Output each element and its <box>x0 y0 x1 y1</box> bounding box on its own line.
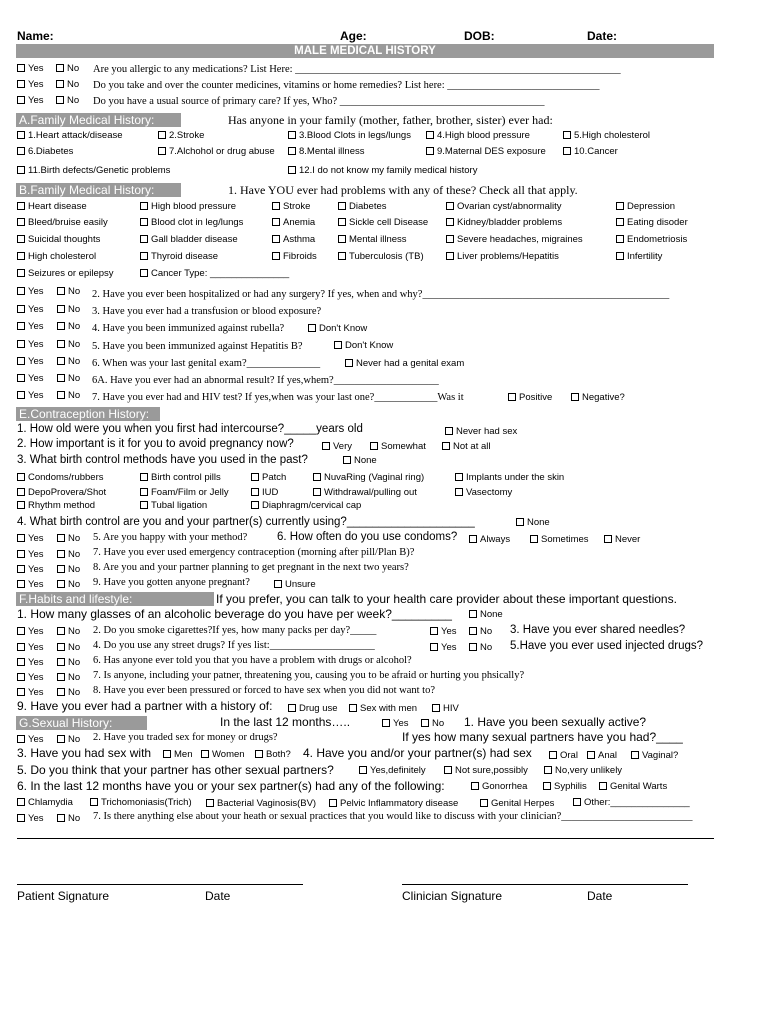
family-item[interactable]: 11.Birth defects/Genetic problems <box>17 165 170 176</box>
section-b-title: B.Family Medical History: <box>16 183 181 197</box>
no-checkbox[interactable]: No <box>57 564 80 575</box>
form-title: MALE MEDICAL HISTORY <box>294 45 436 57</box>
yes-checkbox[interactable]: Yes <box>17 657 44 668</box>
clinician-signature-line[interactable] <box>402 884 688 885</box>
no-checkbox[interactable]: No <box>57 339 80 350</box>
question-anything-else: 7. Is there anything else about your heath or sexual practices that you would like to discuss with your clinician?_________________________ <box>93 811 693 822</box>
yes-checkbox[interactable]: Yes <box>17 356 44 367</box>
no-checkbox[interactable]: No <box>57 356 80 367</box>
yes-checkbox[interactable]: Yes <box>17 642 44 653</box>
yes-definitely-checkbox[interactable]: Yes,definitely <box>359 765 426 776</box>
never-had-sex-checkbox[interactable]: Never had sex <box>445 426 517 437</box>
no-checkbox[interactable]: No <box>57 321 80 332</box>
question-first-intercourse: 1. How old were you when you first had intercourse?_____years old <box>17 423 363 435</box>
positive-checkbox[interactable]: Positive <box>508 392 552 403</box>
no-checkbox[interactable]: No <box>421 718 444 729</box>
question-alcohol: 1. How many glasses of an alcoholic beverage do you have per week?_________ <box>17 607 452 621</box>
syphilis-checkbox[interactable]: Syphilis <box>543 781 587 792</box>
yes-checkbox[interactable]: Yes <box>17 304 44 315</box>
yes-checkbox[interactable]: Yes <box>17 549 44 560</box>
method-item[interactable]: Withdrawal/pulling out <box>313 487 417 498</box>
yes-checkbox[interactable]: Yes <box>17 390 44 401</box>
section-a-question: Has anyone in your family (mother, father, brother, sister) ever had: <box>228 113 553 127</box>
never-checkbox[interactable]: Never <box>604 534 640 545</box>
question-hepatitis: 5. Have you been immunized against Hepatitis B? <box>92 341 303 352</box>
condition-item[interactable]: Severe headaches, migraines <box>446 234 583 245</box>
family-item[interactable]: 7.Alchohol or drug abuse <box>158 146 275 157</box>
no-checkbox[interactable]: No <box>57 813 80 824</box>
yes-checkbox[interactable]: Yes <box>17 687 44 698</box>
question-sex-with: 3. Have you had sex with <box>17 746 152 760</box>
last-12-months-label: In the last 12 months….. <box>220 715 351 729</box>
question-shared-needles: 3. Have you ever shared needles? <box>510 624 686 636</box>
name-label: Name: <box>17 29 54 43</box>
question-otc: Do you take and over the counter medicines, vitamins or home remedies? List here: _____________________________ <box>93 80 600 91</box>
condition-item[interactable]: Seizures or epilepsy <box>17 268 114 279</box>
question-abnormal-result: 6A. Have you ever had an abnormal result? If yes,whem?____________________ <box>92 375 439 386</box>
question-current-method: 4. What birth control are you and your partner(s) currently using?____________________ <box>17 516 475 528</box>
question-sex-type: 4. Have you and/or your partner(s) had sex <box>303 746 532 760</box>
patient-signature-label: Patient Signature <box>17 889 110 903</box>
method-item[interactable]: Diaphragm/cervical cap <box>251 500 361 511</box>
question-pressured-sex: 8. Have you ever been pressured or forced to have sex when you did not want to? <box>93 685 436 696</box>
yes-checkbox[interactable]: Yes <box>17 79 44 90</box>
sometimes-checkbox[interactable]: Sometimes <box>530 534 589 545</box>
bv-checkbox[interactable]: Bacterial Vaginosis(BV) <box>206 798 316 809</box>
condition-item[interactable]: Asthma <box>272 234 315 245</box>
hiv-checkbox[interactable]: HIV <box>432 703 459 714</box>
question-planning-pregnancy: 8. Are you and your partner planning to get pregnant in the next two years? <box>93 562 409 573</box>
section-b-question: 1. Have YOU ever had problems with any of these? Check all that apply. <box>228 183 578 197</box>
yes-checkbox[interactable]: Yes <box>17 286 44 297</box>
no-checkbox[interactable]: No <box>57 549 80 560</box>
yes-checkbox[interactable]: Yes <box>17 734 44 745</box>
method-item[interactable]: Rhythm method <box>17 500 95 511</box>
somewhat-checkbox[interactable]: Somewhat <box>370 441 426 452</box>
question-emergency-contraception: 7. Have you ever used emergency contraception (morning after pill/Plan B)? <box>93 547 415 558</box>
condition-item[interactable]: Cancer Type: _______________ <box>140 268 289 279</box>
date-label: Date: <box>587 29 618 43</box>
question-injected-drugs: 5.Have you ever used injected drugs? <box>510 640 704 652</box>
clinician-date-label: Date <box>587 889 613 903</box>
no-checkbox[interactable]: No <box>57 626 80 637</box>
vaginal-checkbox[interactable]: Vaginal? <box>631 750 678 761</box>
method-item[interactable]: Condoms/rubbers <box>17 472 104 483</box>
method-item[interactable]: IUD <box>251 487 278 498</box>
condition-item[interactable]: Blood clot in leg/lungs <box>140 217 243 228</box>
question-partner-count: If yes how many sexual partners have you had?____ <box>402 730 683 744</box>
condition-item[interactable]: Diabetes <box>338 201 387 212</box>
question-traded-sex: 2. Have you traded sex for money or drugs? <box>93 732 278 743</box>
genital-herpes-checkbox[interactable]: Genital Herpes <box>480 798 554 809</box>
no-checkbox[interactable]: No <box>57 642 80 653</box>
family-item[interactable]: 1.Heart attack/disease <box>17 130 123 141</box>
question-hiv-test: 7. Have you ever had and HIV test? If yes,when was your last one?____________Was it <box>92 392 464 403</box>
never-genital-exam-checkbox[interactable]: Never had a genital exam <box>345 358 464 369</box>
genital-warts-checkbox[interactable]: Genital Warts <box>599 781 667 792</box>
condition-item[interactable]: High cholesterol <box>17 251 96 262</box>
men-checkbox[interactable]: Men <box>163 749 192 760</box>
condition-item[interactable]: Depression <box>616 201 675 212</box>
no-checkbox[interactable]: No <box>57 533 80 544</box>
family-item[interactable]: 6.Diabetes <box>17 146 73 157</box>
age-label: Age: <box>340 29 367 43</box>
method-item[interactable]: NuvaRing (Vaginal ring) <box>313 472 424 483</box>
question-rubella: 4. Have you been immunized against rubella? <box>92 323 285 334</box>
question-partner-history: 9. Have you ever had a partner with a history of: <box>17 699 273 713</box>
not-sure-checkbox[interactable]: Not sure,possibly <box>444 765 528 776</box>
no-checkbox[interactable]: No <box>56 63 79 74</box>
patient-date-label: Date <box>205 889 231 903</box>
yes-checkbox[interactable]: Yes <box>17 813 44 824</box>
yes-checkbox[interactable]: Yes <box>17 579 44 590</box>
other-checkbox[interactable]: Other:_______________ <box>573 797 690 808</box>
yes-checkbox[interactable]: Yes <box>17 321 44 332</box>
drug-use-checkbox[interactable]: Drug use <box>288 703 338 714</box>
method-item[interactable]: Birth control pills <box>140 472 221 483</box>
question-transfusion: 3. Have you ever had a transfusion or blood exposure? <box>92 306 322 317</box>
question-drug-problem: 6. Has anyone ever told you that you have a problem with drugs or alcohol? <box>93 655 412 666</box>
method-item[interactable]: Vasectomy <box>455 487 512 498</box>
section-g-title: G.Sexual History: <box>16 716 147 730</box>
none-checkbox[interactable]: None <box>343 455 377 466</box>
yes-checkbox[interactable]: Yes <box>17 626 44 637</box>
no-checkbox[interactable]: No <box>56 95 79 106</box>
condition-item[interactable]: Heart disease <box>17 201 87 212</box>
patient-signature-line[interactable] <box>17 884 303 885</box>
family-item[interactable]: 9.Maternal DES exposure <box>426 146 546 157</box>
yes-checkbox[interactable]: Yes <box>17 533 44 544</box>
method-item[interactable]: Patch <box>251 472 286 483</box>
both-checkbox[interactable]: Both? <box>255 749 291 760</box>
yes-checkbox[interactable]: Yes <box>17 373 44 384</box>
method-item[interactable]: DepoProvera/Shot <box>17 487 106 498</box>
condition-item[interactable]: Tuberculosis (TB) <box>338 251 424 262</box>
dont-know-checkbox[interactable]: Don't Know <box>308 323 367 334</box>
method-item[interactable]: Tubal ligation <box>140 500 207 511</box>
question-past-methods: 3. What birth control methods have you used in the past? <box>17 454 308 466</box>
unsure-checkbox[interactable]: Unsure <box>274 579 316 590</box>
none-checkbox[interactable]: None <box>516 517 550 528</box>
yes-checkbox[interactable]: Yes <box>17 672 44 683</box>
no-checkbox[interactable]: No <box>469 642 492 653</box>
method-item[interactable]: Implants under the skin <box>455 472 564 483</box>
question-partner-other-partners: 5. Do you think that your partner has other sexual partners? <box>17 763 334 777</box>
no-checkbox[interactable]: No <box>57 657 80 668</box>
family-item[interactable]: 5.High cholesterol <box>563 130 650 141</box>
no-checkbox[interactable]: No <box>57 286 80 297</box>
section-e-title: E.Contraception History: <box>16 407 160 421</box>
condition-item[interactable]: Stroke <box>272 201 310 212</box>
question-cigarettes: 2. Do you smoke cigarettes?If yes, how many packs per day?_____ <box>93 625 377 636</box>
question-gotten-pregnant: 9. Have you gotten anyone pregnant? <box>93 577 250 588</box>
no-unlikely-checkbox[interactable]: No,very unlikely <box>544 765 622 776</box>
yes-checkbox[interactable]: Yes <box>17 339 44 350</box>
yes-checkbox[interactable]: Yes <box>382 718 409 729</box>
question-threatened: 7. Is anyone, including your patner, threatening you, causing you to be afraid or hurting you phsically? <box>93 670 525 681</box>
no-checkbox[interactable]: No <box>57 579 80 590</box>
condition-item[interactable]: Infertility <box>616 251 662 262</box>
yes-checkbox[interactable]: Yes <box>17 564 44 575</box>
very-checkbox[interactable]: Very <box>322 441 352 452</box>
family-item[interactable]: 8.Mental illness <box>288 146 364 157</box>
chlamydia-checkbox[interactable]: Chlamydia <box>17 797 73 808</box>
condition-item[interactable]: Mental illness <box>338 234 407 245</box>
family-item[interactable]: 4.High blood pressure <box>426 130 530 141</box>
section-a-title: A.Family Medical History: <box>16 113 181 127</box>
condition-item[interactable]: High blood pressure <box>140 201 236 212</box>
women-checkbox[interactable]: Women <box>201 749 245 760</box>
family-item[interactable]: 2.Stroke <box>158 130 204 141</box>
dob-label: DOB: <box>464 29 495 43</box>
trich-checkbox[interactable]: Trichomoniasis(Trich) <box>90 797 192 808</box>
section-f-title: F.Habits and lifestyle: <box>16 592 214 606</box>
question-condom-frequency: 6. How often do you use condoms? <box>277 531 458 543</box>
not-at-all-checkbox[interactable]: Not at all <box>442 441 491 452</box>
no-checkbox[interactable]: No <box>57 390 80 401</box>
clinician-signature-label: Clinician Signature <box>402 889 503 903</box>
comment-line[interactable] <box>17 838 714 839</box>
family-item[interactable]: 10.Cancer <box>563 146 618 157</box>
no-checkbox[interactable]: No <box>57 672 80 683</box>
gonorrhea-checkbox[interactable]: Gonorrhea <box>471 781 527 792</box>
condition-item[interactable]: Ovarian cyst/abnormality <box>446 201 562 212</box>
sex-with-men-checkbox[interactable]: Sex with men <box>349 703 417 714</box>
none-checkbox[interactable]: None <box>469 609 503 620</box>
question-allergies: Are you allergic to any medications? List Here: ______________________________________________________________ <box>93 64 621 75</box>
family-item[interactable]: 12.I do not know my family medical history <box>288 165 477 176</box>
yes-checkbox[interactable]: Yes <box>430 642 457 653</box>
no-checkbox[interactable]: No <box>469 626 492 637</box>
section-f-intro: If you prefer, you can talk to your health care provider about these important questions. <box>216 592 677 606</box>
method-item[interactable]: Foam/Film or Jelly <box>140 487 229 498</box>
condition-item[interactable]: Thyroid disease <box>140 251 218 262</box>
pid-checkbox[interactable]: Pelvic Inflammatory disease <box>329 798 458 809</box>
oral-checkbox[interactable]: Oral <box>549 750 578 761</box>
question-street-drugs: 4. Do you use any street drugs? If yes list:____________________ <box>93 640 375 651</box>
condition-item[interactable]: Endometriosis <box>616 234 687 245</box>
question-hospitalized: 2. Have you ever been hospitalized or had any surgery? If yes, when and why?_______________________________________________ <box>92 289 670 300</box>
condition-item[interactable]: Kidney/bladder problems <box>446 217 562 228</box>
question-stis: 6. In the last 12 months have you or your sex partner(s) had any of the following: <box>17 779 445 793</box>
no-checkbox[interactable]: No <box>57 734 80 745</box>
condition-item[interactable]: Anemia <box>272 217 315 228</box>
negative-checkbox[interactable]: Negative? <box>571 392 625 403</box>
question-method-happy: 5. Are you happy with your method? <box>93 532 248 543</box>
question-primary-care: Do you have a usual source of primary care? If yes, Who? _______________________________________ <box>93 96 545 107</box>
question-avoid-pregnancy: 2. How important is it for you to avoid pregnancy now? <box>17 438 294 450</box>
question-sexually-active: 1. Have you been sexually active? <box>464 715 647 729</box>
no-checkbox[interactable]: No <box>57 373 80 384</box>
no-checkbox[interactable]: No <box>57 687 80 698</box>
yes-checkbox[interactable]: Yes <box>17 95 44 106</box>
no-checkbox[interactable]: No <box>56 79 79 90</box>
condition-item[interactable]: Gall bladder disease <box>140 234 238 245</box>
condition-item[interactable]: Liver problems/Hepatitis <box>446 251 559 262</box>
condition-item[interactable]: Bleed/bruise easily <box>17 217 108 228</box>
anal-checkbox[interactable]: Anal <box>587 750 617 761</box>
condition-item[interactable]: Sickle cell Disease <box>338 217 428 228</box>
condition-item[interactable]: Suicidal thoughts <box>17 234 100 245</box>
yes-checkbox[interactable]: Yes <box>17 63 44 74</box>
always-checkbox[interactable]: Always <box>469 534 510 545</box>
family-item[interactable]: 3.Blood Clots in legs/lungs <box>288 130 411 141</box>
condition-item[interactable]: Eating disoder <box>616 217 688 228</box>
yes-checkbox[interactable]: Yes <box>430 626 457 637</box>
condition-item[interactable]: Fibroids <box>272 251 317 262</box>
dont-know-checkbox[interactable]: Don't Know <box>334 340 393 351</box>
question-genital-exam: 6. When was your last genital exam?______________ <box>92 358 321 369</box>
no-checkbox[interactable]: No <box>57 304 80 315</box>
